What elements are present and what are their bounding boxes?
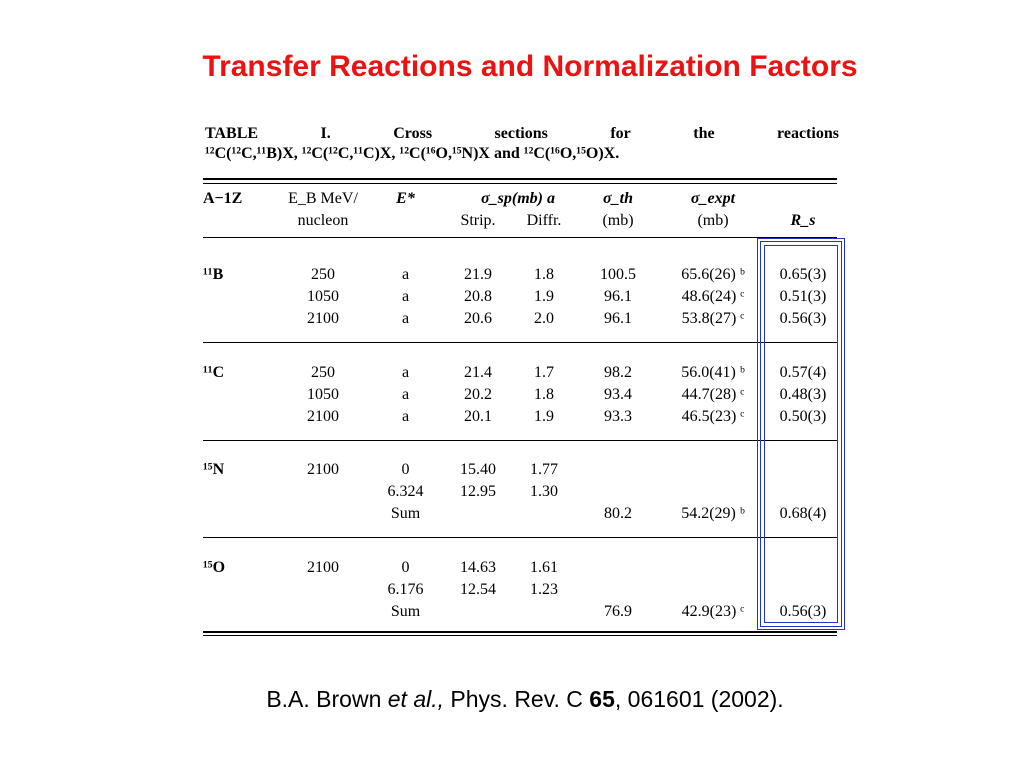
cell-rs: 0.68(4) (779, 505, 827, 522)
table-row (203, 386, 837, 408)
header-diffr: Diffr. (526, 212, 562, 229)
table-top-rule-2 (203, 183, 837, 184)
header-sigma-expt: σ_expt (690, 190, 736, 207)
citation-etal: et al., (387, 686, 445, 712)
header-row-1 (203, 190, 837, 212)
cell-nucleus: ¹⁵O (203, 559, 226, 576)
table-row (203, 603, 837, 625)
header-eb: E_B MeV/ (288, 190, 358, 207)
cell-estar: a (401, 266, 410, 283)
header-rs: R_s (790, 212, 816, 229)
cell-th: 76.9 (604, 603, 632, 620)
header-estar: E* (396, 190, 415, 207)
caption-reactions: ¹²C(¹²C,¹¹B)X, ¹²C(¹²C,¹¹C)X, ¹²C(¹⁶O,¹⁵N)X and ¹²C(¹⁶O,¹⁵O)X. (205, 145, 620, 162)
cell-strip: 14.63 (460, 559, 496, 576)
cell-strip: 21.4 (464, 364, 492, 381)
cell-diffr: 1.7 (534, 364, 554, 381)
cell-diffr: 1.9 (534, 288, 554, 305)
citation-journal: Phys. Rev. C (450, 686, 583, 712)
cell-diffr: 1.77 (530, 461, 558, 478)
table-row (203, 559, 837, 581)
cell-eb: 2100 (307, 408, 339, 425)
cell-nucleus: ¹¹C (203, 364, 225, 381)
caption-word: for (610, 125, 631, 142)
header-nucleus: A−1Z (203, 190, 243, 207)
cell-estar: a (401, 310, 410, 327)
table-caption (205, 124, 839, 164)
table-top-rule (203, 178, 837, 180)
slide-title: Transfer Reactions and Normalization Factors (202, 50, 858, 83)
cell-th: 93.4 (604, 386, 632, 403)
cell-estar: a (401, 364, 410, 381)
cell-strip: 20.8 (464, 288, 492, 305)
cell-th: 93.3 (604, 408, 632, 425)
group-separator (203, 342, 837, 343)
cell-eb: 250 (311, 364, 335, 381)
cell-eb: 1050 (307, 386, 339, 403)
caption-word: sections (494, 125, 548, 142)
cell-estar: a (401, 288, 410, 305)
cell-eb: 2100 (307, 461, 339, 478)
cell-nucleus: ¹⁵N (203, 461, 225, 478)
citation (0, 686, 1024, 713)
header-sigma-th: σ_th (603, 190, 633, 207)
table-row (203, 483, 837, 505)
citation-authors: B.A. Brown (266, 686, 382, 712)
cell-expt: 44.7(28) ᶜ (681, 386, 745, 403)
cell-expt: 54.2(29) ᵇ (681, 505, 745, 522)
cell-estar: 0 (401, 461, 410, 478)
cell-rs: 0.57(4) (779, 364, 827, 381)
cell-estar: Sum (390, 603, 421, 620)
cell-diffr: 1.30 (530, 483, 558, 500)
table-bottom-rule-2 (203, 635, 837, 636)
header-strip: Strip. (460, 212, 496, 229)
cell-rs: 0.50(3) (779, 408, 827, 425)
table-row (203, 408, 837, 430)
cell-diffr: 1.9 (534, 408, 554, 425)
cell-strip: 12.95 (460, 483, 496, 500)
cell-nucleus: ¹¹B (203, 266, 224, 283)
table-row (203, 288, 837, 310)
cell-expt: 53.8(27) ᶜ (681, 310, 745, 327)
cell-strip: 20.6 (464, 310, 492, 327)
table-row (203, 364, 837, 386)
cell-diffr: 1.61 (530, 559, 558, 576)
cell-expt: 48.6(24) ᶜ (681, 288, 745, 305)
table-row (203, 461, 837, 483)
cell-estar: a (401, 386, 410, 403)
cell-estar: 0 (401, 559, 410, 576)
cell-eb: 250 (311, 266, 335, 283)
cell-th: 96.1 (604, 288, 632, 305)
cell-estar: a (401, 408, 410, 425)
cell-rs: 0.65(3) (779, 266, 827, 283)
cell-eb: 2100 (307, 559, 339, 576)
cell-strip: 21.9 (464, 266, 492, 283)
caption-word: I. (320, 125, 331, 142)
table-row (203, 310, 837, 332)
header-row-2 (203, 212, 837, 234)
header-eb-unit: nucleon (297, 212, 349, 229)
caption-word: TABLE (205, 125, 259, 142)
cell-expt: 46.5(23) ᶜ (681, 408, 745, 425)
cell-diffr: 1.8 (534, 266, 554, 283)
rs-highlight-box (757, 238, 845, 630)
header-th-unit: (mb) (602, 212, 634, 229)
group-separator (203, 440, 837, 441)
caption-word: reactions (777, 125, 839, 142)
cell-th: 100.5 (600, 266, 636, 283)
caption-word: the (693, 125, 715, 142)
cell-strip: 20.2 (464, 386, 492, 403)
cell-strip: 15.40 (460, 461, 496, 478)
table-row (203, 581, 837, 603)
caption-word: Cross (393, 125, 433, 142)
cell-strip: 12.54 (460, 581, 496, 598)
cell-expt: 65.6(26) ᵇ (681, 266, 745, 283)
cell-diffr: 2.0 (534, 310, 554, 327)
cell-expt: 42.9(23) ᶜ (681, 603, 745, 620)
cell-rs: 0.56(3) (779, 603, 827, 620)
citation-rest: , 061601 (2002). (614, 686, 784, 712)
header-rule (203, 237, 837, 238)
table-row (203, 505, 837, 527)
cell-eb: 1050 (307, 288, 339, 305)
table-bottom-rule (203, 631, 837, 633)
cell-expt: 56.0(41) ᵇ (681, 364, 745, 381)
header-expt-unit: (mb) (697, 212, 729, 229)
cell-estar: 6.176 (387, 581, 424, 598)
group-separator (203, 537, 837, 538)
table-row (203, 266, 837, 288)
cell-strip: 20.1 (464, 408, 492, 425)
cell-th: 96.1 (604, 310, 632, 327)
caption-line1 (205, 124, 839, 144)
cell-eb: 2100 (307, 310, 339, 327)
cell-diffr: 1.8 (534, 386, 554, 403)
cell-estar: Sum (390, 505, 421, 522)
cell-estar: 6.324 (387, 483, 424, 500)
citation-volume: 65 (589, 686, 615, 712)
cell-rs: 0.56(3) (779, 310, 827, 327)
cell-th: 98.2 (604, 364, 632, 381)
cell-th: 80.2 (604, 505, 632, 522)
cell-rs: 0.48(3) (779, 386, 827, 403)
cell-rs: 0.51(3) (779, 288, 827, 305)
cell-diffr: 1.23 (530, 581, 558, 598)
header-sigma-sp: σ_sp(mb) a (481, 190, 555, 207)
